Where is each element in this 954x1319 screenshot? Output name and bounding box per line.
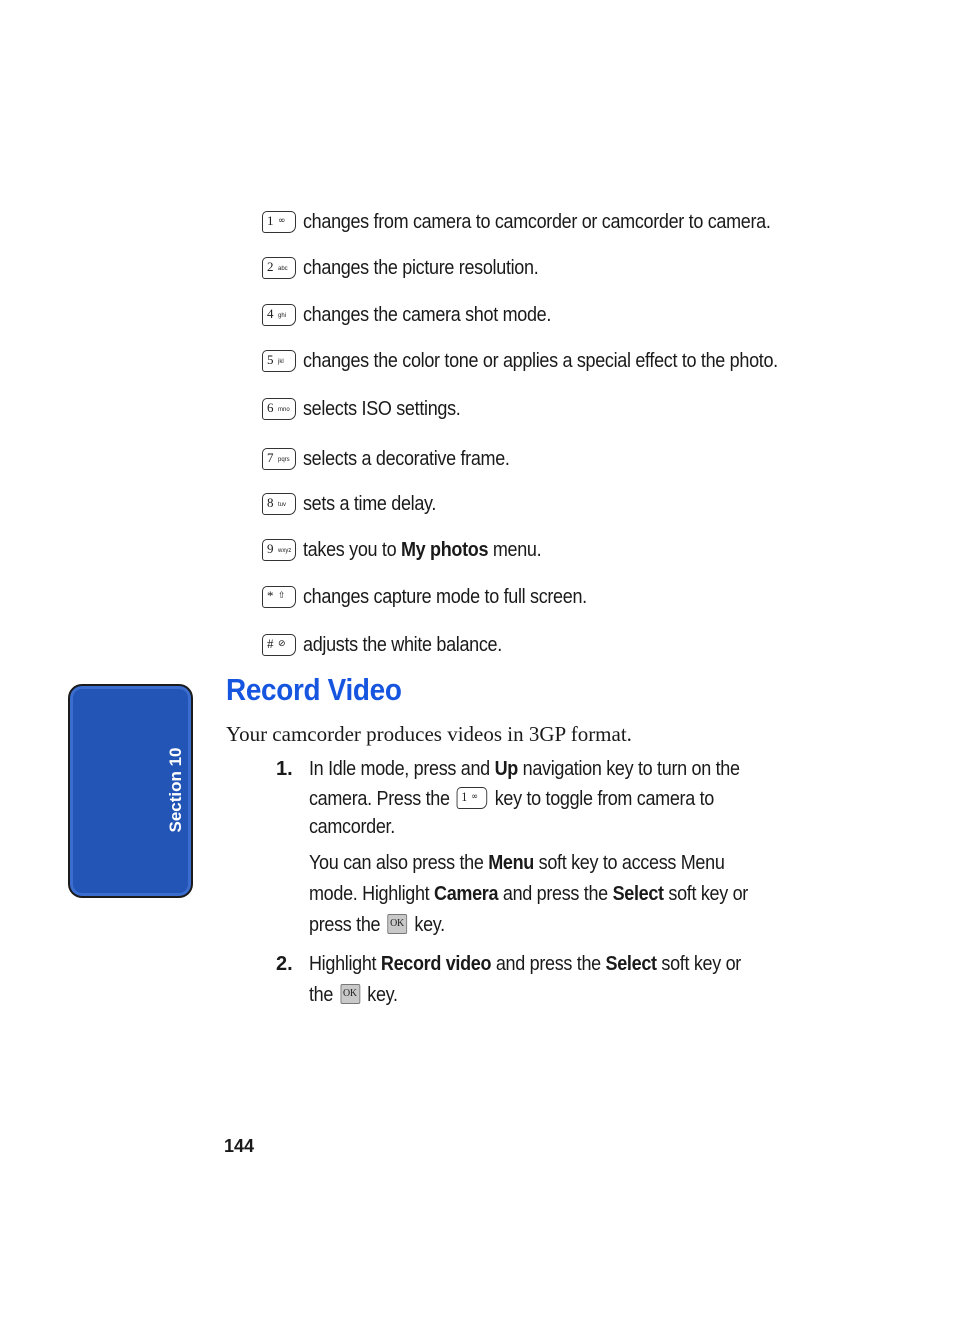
step-1-line-3: camcorder. bbox=[309, 816, 395, 838]
key-hash-icon: # ⊘ bbox=[262, 634, 296, 656]
key-1-icon: 1 ∞ bbox=[262, 211, 296, 233]
intro-text: Your camcorder produces videos in 3GP format. bbox=[226, 722, 632, 746]
ok-key-icon: OK bbox=[387, 914, 407, 934]
key-4-description: changes the camera shot mode. bbox=[303, 303, 552, 326]
section-tab-label: Section 10 bbox=[166, 747, 185, 833]
key-7-icon: 7 pqrs bbox=[262, 448, 296, 470]
my-photos-label: My photos bbox=[400, 538, 489, 561]
step-1-para-line-2: mode. Highlight Camera and press the Select soft key or bbox=[309, 883, 748, 905]
key-1-description: changes from camera to camcorder or camcorder to camera. bbox=[303, 210, 771, 233]
key-9-description: takes you to My photos menu. bbox=[303, 538, 542, 561]
step-1-para-line-1: You can also press the Menu soft key to access Menu bbox=[309, 852, 725, 874]
key-5-icon: 5 jkl bbox=[262, 350, 296, 372]
key-9-icon: 9 wxyz bbox=[262, 539, 296, 561]
key-row-4 bbox=[262, 300, 579, 330]
key-8-icon: 8 tuv bbox=[262, 493, 296, 515]
key-4-icon: 4 ghi bbox=[262, 304, 296, 326]
key-row-6 bbox=[262, 394, 478, 424]
key-7-description: selects a decorative frame. bbox=[303, 447, 510, 470]
key-1-inline-icon: 1 ∞ bbox=[457, 787, 488, 809]
key-2-description: changes the picture resolution. bbox=[303, 256, 539, 279]
step-2-line-1: Highlight Record video and press the Select soft key or bbox=[309, 953, 741, 975]
key-row-7 bbox=[262, 444, 533, 474]
step-1-para-line-3: press the OK key. bbox=[309, 914, 445, 936]
key-8-description: sets a time delay. bbox=[303, 492, 437, 515]
key-2-icon: 2 abc bbox=[262, 257, 296, 279]
key-row-2 bbox=[262, 253, 565, 283]
key-row-5 bbox=[262, 346, 831, 376]
step-2-number: 2. bbox=[276, 953, 293, 975]
key-5-description: changes the color tone or applies a special effect to the photo. bbox=[303, 349, 778, 372]
ok-key-icon: OK bbox=[340, 984, 360, 1004]
key-row-1 bbox=[262, 207, 823, 237]
step-1-line-1: In Idle mode, press and Up navigation key to turn on the bbox=[309, 758, 740, 780]
step-2-line-2: the OK key. bbox=[309, 984, 398, 1006]
key-row-hash bbox=[262, 630, 524, 660]
step-1-line-2: camera. Press the 1 ∞ key to toggle from camera to bbox=[309, 788, 714, 810]
key-star-description: changes capture mode to full screen. bbox=[303, 585, 587, 608]
key-6-icon: 6 mno bbox=[262, 398, 296, 420]
key-row-9 bbox=[262, 535, 568, 565]
page-number: 144 bbox=[224, 1136, 255, 1156]
key-6-description: selects ISO settings. bbox=[303, 397, 461, 420]
key-row-star bbox=[262, 582, 618, 612]
key-row-8 bbox=[262, 489, 451, 519]
section-heading: Record Video bbox=[226, 672, 402, 707]
step-1-number: 1. bbox=[276, 758, 293, 780]
key-star-icon: * ⇧ bbox=[262, 586, 296, 608]
key-hash-description: adjusts the white balance. bbox=[303, 633, 502, 656]
